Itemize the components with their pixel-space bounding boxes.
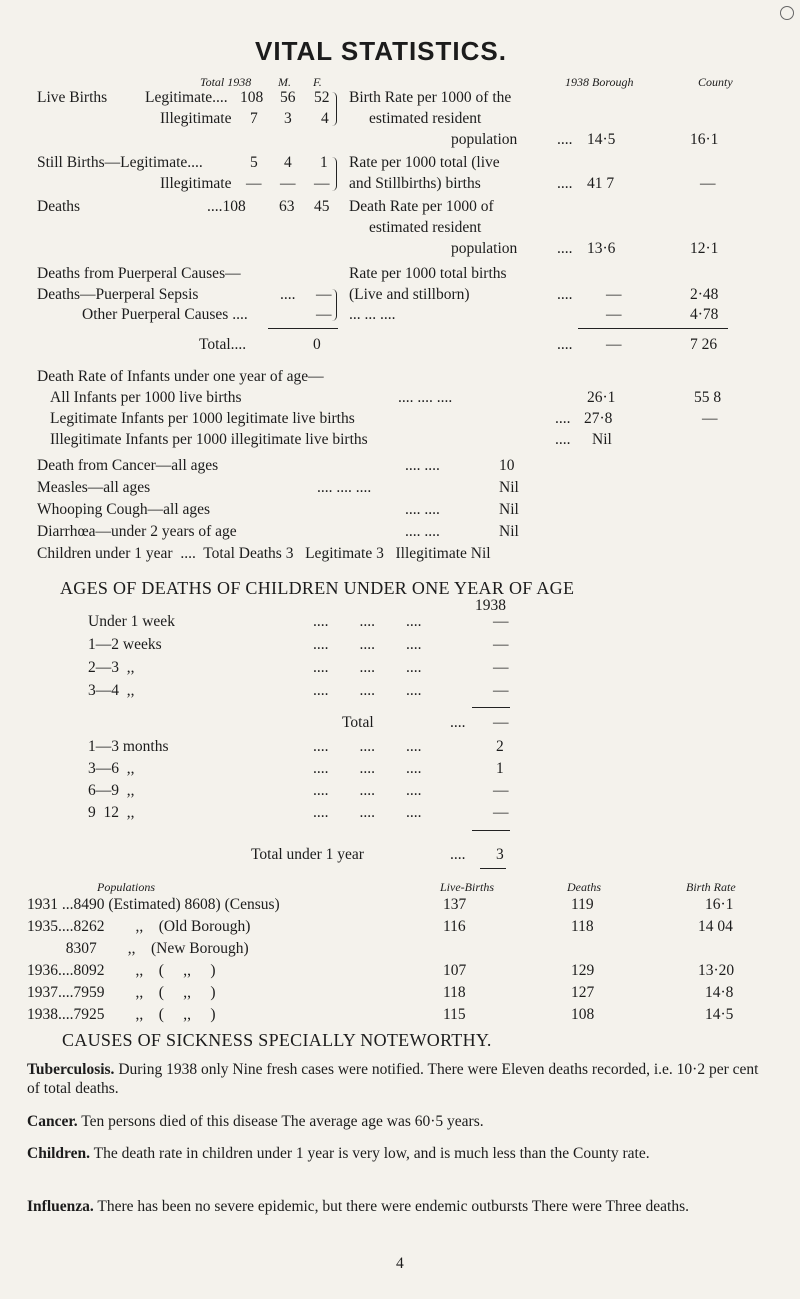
header-borough: 1938 Borough (565, 75, 634, 89)
pop-row-3-deaths: 129 (571, 962, 595, 979)
illeg-female: 4 (321, 110, 329, 127)
cause-2-label: Whooping Cough—all ages (37, 501, 211, 518)
pop-row-0-live: 137 (443, 896, 467, 913)
other-rate-dots: ... ... .... (349, 306, 396, 323)
pop-row-5-deaths: 108 (571, 1006, 595, 1023)
under-year-rule (480, 868, 506, 869)
month-2-dots: .... .... .... (313, 782, 422, 799)
ages-year: 1938 (475, 597, 506, 614)
sickness-tuberculosis-text: During 1938 only Nine fresh cases were notified. There were Eleven deaths recorded, i.e. 10·2 per cent of total deaths. (27, 1061, 759, 1097)
pop-row-1-live: 116 (443, 918, 466, 935)
week-1-dots: .... .... .... (313, 636, 422, 653)
infant-row-1-label: Legitimate Infants per 1000 legitimate live births (50, 410, 355, 427)
rule-left (268, 328, 338, 329)
weeks-rule (472, 707, 510, 708)
pop-row-0-deaths: 119 (571, 896, 594, 913)
children-summary: Children under 1 year .... Total Deaths 3 Legitimate 3 Illegitimate Nil (37, 545, 491, 562)
cause-0-label: Death from Cancer—all ages (37, 457, 219, 474)
still-rate-borough: 41 7 (587, 175, 615, 192)
pop-row-0-label: 1931 ...8490 (Estimated) 8608) (Census) (27, 896, 280, 913)
cause-2-dots: .... .... (405, 501, 440, 518)
week-0-label: Under 1 week (88, 613, 175, 630)
month-0-value: 2 (496, 738, 504, 755)
death-rate-borough: 13·6 (587, 240, 616, 257)
pop-row-0-rate: 16·1 (705, 896, 734, 913)
still-legit-male: 4 (284, 154, 292, 171)
sepsis-dots: .... (280, 286, 296, 303)
infant-row-0-value: 26·1 (587, 389, 616, 406)
sepsis-rate-dots: .... (557, 286, 573, 303)
pop-header-deaths: Deaths (567, 880, 601, 894)
still-births-label: Still Births—Legitimate.... (37, 154, 203, 171)
week-0-value: — (493, 613, 509, 630)
still-illeg-total: — (246, 175, 262, 192)
header-male: M. (278, 75, 291, 89)
under-year-value: 3 (496, 846, 504, 863)
cause-3-value: Nil (499, 523, 519, 540)
death-rate-county: 12·1 (690, 240, 719, 257)
pop-row-1-deaths: 118 (571, 918, 594, 935)
corner-circle-icon (780, 6, 794, 20)
infant-row-1-value: 27·8 (584, 410, 613, 427)
still-illeg-label: Illegitimate (160, 175, 232, 192)
birth-rate-dots: .... (557, 131, 573, 148)
illegitimate-label: Illegitimate (160, 110, 232, 127)
page-title: VITAL STATISTICS. (255, 36, 507, 66)
infant-row-2-label: Illegitimate Infants per 1000 illegitimate live births (50, 431, 368, 448)
under-year-dots: .... (450, 846, 466, 863)
deaths-label: Deaths (37, 198, 81, 215)
pop-header-live-births: Live-Births (440, 880, 494, 894)
sickness-influenza (27, 1197, 772, 1216)
sickness-children (27, 1144, 772, 1163)
puerperal-brace (332, 289, 337, 321)
puerperal-label: Deaths from Puerperal Causes— (37, 265, 241, 282)
infant-row-0-dots: .... .... .... (398, 389, 453, 406)
death-rate-label-2: estimated resident (369, 219, 482, 236)
pop-row-5-label: 1938....7925 ,, ( ,, ) (27, 1006, 216, 1023)
month-3-dots: .... .... .... (313, 804, 422, 821)
rule-right (578, 328, 728, 329)
ages-heading: AGES OF DEATHS OF CHILDREN UNDER ONE YEAR OF AGE (60, 578, 575, 598)
other-puerperal-value: — (316, 306, 332, 323)
month-0-label: 1—3 months (88, 738, 169, 755)
other-county: 4·78 (690, 306, 719, 323)
pop-header-birth-rate: Birth Rate (686, 880, 736, 894)
weeks-total-dots: .... (450, 714, 466, 731)
sepsis-value: — (316, 286, 332, 303)
total-label: Total.... (199, 336, 247, 353)
death-rate-label-3: population (451, 240, 518, 257)
still-illeg-female: — (314, 175, 330, 192)
deaths-female: 45 (314, 198, 330, 215)
month-1-value: 1 (496, 760, 504, 777)
total-borough: — (606, 336, 622, 353)
infant-row-1-county: — (702, 410, 718, 427)
sickness-tuberculosis-title: Tuberculosis. (27, 1061, 115, 1078)
death-rate-label-1: Death Rate per 1000 of (349, 198, 494, 215)
cause-3-label: Diarrhœa—under 2 years of age (37, 523, 237, 540)
still-rate-label-1: Rate per 1000 total (live (349, 154, 500, 171)
sickness-cancer-text: Ten persons died of this disease The average age was 60·5 years. (81, 1113, 484, 1130)
pop-row-4-rate: 14·8 (705, 984, 734, 1001)
sickness-influenza-title: Influenza. (27, 1198, 94, 1215)
cause-2-value: Nil (499, 501, 519, 518)
cause-0-dots: .... .... (405, 457, 440, 474)
sepsis-label: Deaths—Puerperal Sepsis (37, 286, 199, 303)
puerperal-rate-label: Rate per 1000 total births (349, 265, 507, 282)
week-2-label: 2—3 ,, (88, 659, 135, 676)
week-2-value: — (493, 659, 509, 676)
deaths-total: ....108 (207, 198, 246, 215)
sickness-children-title: Children. (27, 1145, 91, 1162)
sepsis-county: 2·48 (690, 286, 719, 303)
birth-rate-label-1: Birth Rate per 1000 of the (349, 89, 512, 106)
cause-3-dots: .... .... (405, 523, 440, 540)
month-0-dots: .... .... .... (313, 738, 422, 755)
still-rate-county: — (700, 175, 716, 192)
weeks-total-label: Total (342, 714, 374, 731)
infant-row-1-dots: .... (555, 410, 571, 427)
total-value: 0 (313, 336, 321, 353)
header-female: F. (313, 75, 322, 89)
sickness-influenza-text: There has been no severe epidemic, but there were endemic outbursts There were Three deaths. (97, 1198, 689, 1215)
pop-row-3-rate: 13·20 (698, 962, 735, 979)
cause-1-label: Measles—all ages (37, 479, 151, 496)
month-3-value: — (493, 804, 509, 821)
illeg-total: 7 (250, 110, 258, 127)
month-1-label: 3—6 ,, (88, 760, 135, 777)
pop-row-3-label: 1936....8092 ,, ( ,, ) (27, 962, 216, 979)
still-rate-label-2: and Stillbirths) births (349, 175, 481, 192)
infant-row-2-value: Nil (592, 431, 612, 448)
page-number: 4 (396, 1255, 404, 1272)
pop-row-1-rate: 14 04 (698, 918, 733, 935)
week-3-label: 3—4 ,, (88, 682, 135, 699)
other-borough: — (606, 306, 622, 323)
still-legit-female: 1 (320, 154, 328, 171)
weeks-total-value: — (493, 714, 509, 731)
week-3-value: — (493, 682, 509, 699)
infant-row-0-county: 55 8 (694, 389, 722, 406)
still-illeg-male: — (280, 175, 296, 192)
week-1-value: — (493, 636, 509, 653)
infant-heading: Death Rate of Infants under one year of age— (37, 368, 324, 385)
sickness-children-text: The death rate in children under 1 year is very low, and is much less than the County rate. (93, 1145, 650, 1162)
total-dots: .... (557, 336, 573, 353)
death-rate-dots: .... (557, 240, 573, 257)
month-2-label: 6—9 ,, (88, 782, 135, 799)
sickness-cancer (27, 1112, 772, 1131)
week-3-dots: .... .... .... (313, 682, 422, 699)
pop-row-4-label: 1937....7959 ,, ( ,, ) (27, 984, 216, 1001)
birth-rate-label-2: estimated resident (369, 110, 482, 127)
week-2-dots: .... .... .... (313, 659, 422, 676)
cause-1-value: Nil (499, 479, 519, 496)
sickness-heading: CAUSES OF SICKNESS SPECIALLY NOTEWORTHY. (62, 1030, 492, 1050)
birth-rate-borough: 14·5 (587, 131, 616, 148)
legit-total: 108 (240, 89, 264, 106)
pop-row-4-live: 118 (443, 984, 466, 1001)
pop-row-5-live: 115 (443, 1006, 466, 1023)
live-births-brace (332, 92, 337, 126)
infant-row-0-label: All Infants per 1000 live births (50, 389, 242, 406)
months-rule (472, 830, 510, 831)
under-year-label: Total under 1 year (251, 846, 364, 863)
month-1-dots: .... .... .... (313, 760, 422, 777)
still-births-brace (332, 157, 337, 191)
cause-0-value: 10 (499, 457, 515, 474)
pop-row-2-label: 8307 ,, (New Borough) (27, 940, 249, 957)
header-county: County (698, 75, 733, 89)
pop-row-5-rate: 14·5 (705, 1006, 734, 1023)
header-total: Total 1938 (200, 75, 252, 89)
infant-row-2-dots: .... (555, 431, 571, 448)
legit-female: 52 (314, 89, 330, 106)
sepsis-borough: — (606, 286, 622, 303)
pop-row-1-label: 1935....8262 ,, (Old Borough) (27, 918, 251, 935)
deaths-male: 63 (279, 198, 295, 215)
pop-row-3-live: 107 (443, 962, 467, 979)
pop-header-populations: Populations (97, 880, 156, 894)
birth-rate-label-3: population (451, 131, 518, 148)
other-puerperal-label: Other Puerperal Causes .... (82, 306, 248, 323)
week-1-label: 1—2 weeks (88, 636, 162, 653)
cause-1-dots: .... .... .... (317, 479, 372, 496)
sepsis-rate-label: (Live and stillborn) (349, 286, 470, 303)
still-legit-total: 5 (250, 154, 258, 171)
week-0-dots: .... .... .... (313, 613, 422, 630)
legit-male: 56 (280, 89, 296, 106)
legitimate-label: Legitimate.... (145, 89, 228, 106)
birth-rate-county: 16·1 (690, 131, 719, 148)
month-3-label: 9 12 ,, (88, 804, 135, 821)
still-rate-dots: .... (557, 175, 573, 192)
sickness-cancer-title: Cancer. (27, 1113, 78, 1130)
pop-row-4-deaths: 127 (571, 984, 595, 1001)
illeg-male: 3 (284, 110, 292, 127)
sickness-tuberculosis (27, 1060, 772, 1098)
month-2-value: — (493, 782, 509, 799)
live-births-label: Live Births (37, 89, 108, 106)
total-county: 7 26 (690, 336, 718, 353)
